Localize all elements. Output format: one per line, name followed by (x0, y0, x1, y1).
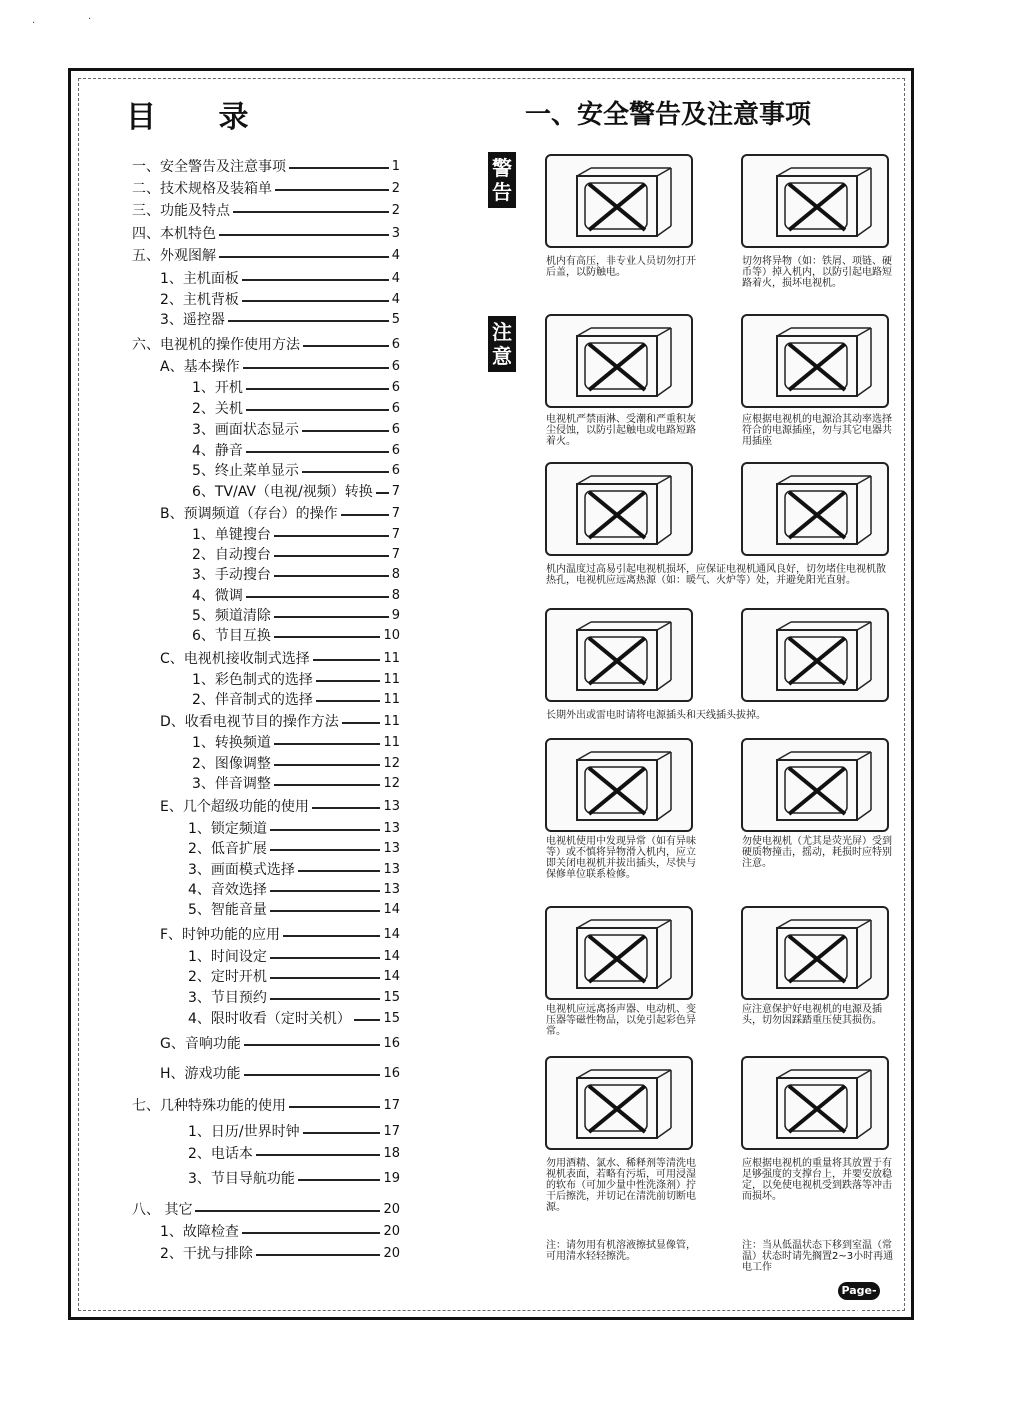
toc-entry (188, 881, 400, 899)
toc-leader-line (246, 388, 389, 390)
toc-leader-line (242, 279, 389, 281)
drawing-stroke (657, 1128, 671, 1138)
drawing-stroke (857, 752, 871, 760)
tv-cross-drawing (547, 908, 691, 998)
toc-entry-label: 1、故障检查 (160, 1224, 239, 1240)
toc-entry-label: 三、功能及特点 (132, 203, 230, 219)
drawing-stroke (857, 920, 871, 928)
toc-entry (192, 691, 400, 709)
toc-entry-label: 3、画面模式选择 (188, 862, 295, 878)
toc-entry-label: 2、低音扩展 (188, 841, 267, 857)
tv-cross-drawing (743, 908, 887, 998)
toc-leader-line (303, 1132, 381, 1134)
tv-illustration-12 (741, 906, 889, 1000)
toc-leader-line (274, 743, 381, 745)
drawing-stroke (777, 1070, 791, 1078)
toc-entry-label: 1、日历/世界时钟 (188, 1124, 300, 1140)
tv-illustration-2 (741, 154, 889, 248)
toc-entry-label: 3、遥控器 (160, 312, 225, 328)
drawing-stroke (657, 680, 671, 690)
toc-entry (160, 798, 400, 816)
toc-leader-line (256, 1154, 381, 1156)
tv-illustration-8 (741, 608, 889, 702)
caution-tag: 注意 (488, 316, 516, 372)
page-number-badge: Page-1 (838, 1282, 880, 1300)
caption-power-cord: 应注意保护好电视机的电源及插头，切勿因踩踏重压使其损伤。 (742, 1004, 882, 1026)
toc-entry-page: 14 (383, 927, 400, 942)
toc-entry (132, 1201, 400, 1219)
toc-entry (188, 1010, 400, 1028)
toc-entry-label: 6、TV/AV（电视/视频）转换 (192, 484, 373, 500)
toc-entry (192, 400, 400, 418)
toc-entry (188, 948, 400, 966)
toc-leader-line (274, 764, 381, 766)
toc-entry-page: 20 (383, 1246, 400, 1261)
toc-entry (192, 483, 400, 501)
tv-illustration-6 (741, 462, 889, 556)
drawing-stroke (577, 920, 591, 928)
toc-entry-page: 15 (383, 1011, 400, 1026)
drawing-stroke (657, 386, 671, 396)
toc-entry (188, 1145, 400, 1163)
toc-leader-line (342, 722, 381, 724)
drawing-stroke (657, 1070, 671, 1078)
caption-impact: 勿使电视机（尤其是荧光屏）受到硬质物撞击，摇动，耗损时应特别注意。 (742, 836, 892, 869)
drawing-stroke (777, 328, 791, 336)
drawing-stroke (777, 920, 791, 928)
toc-entry-page: 8 (391, 567, 400, 582)
toc-entry (188, 968, 400, 986)
toc-entry (192, 526, 400, 544)
toc-entry-label: 1、单键搜台 (192, 527, 271, 543)
toc-entry-page: 2 (391, 181, 400, 196)
toc-leader-line (341, 514, 389, 516)
toc-entry-label: G、音响功能 (160, 1036, 241, 1052)
toc-entry (160, 1223, 400, 1241)
toc-entry-label: 1、开机 (192, 380, 243, 396)
toc-entry-page: 6 (391, 422, 400, 437)
toc-entry-page: 7 (391, 506, 400, 521)
toc-entry-label: D、收看电视节目的操作方法 (160, 714, 339, 730)
toc-entry-label: 八、 其它 (132, 1202, 193, 1218)
drawing-stroke (657, 534, 671, 544)
toc-leader-line (275, 189, 389, 191)
tv-illustration-7 (545, 608, 693, 702)
toc-entry-label: 七、几种特殊功能的使用 (132, 1098, 286, 1114)
toc-entry-page: 14 (383, 949, 400, 964)
tv-illustration-4 (741, 314, 889, 408)
toc-leader-line (303, 345, 389, 347)
toc-entry (192, 546, 400, 564)
toc-entry (188, 820, 400, 838)
toc-entry-page: 20 (383, 1202, 400, 1217)
caption-placement: 应根据电视机的重量将其放置于有足够强度的支撑台上，并要安放稳定，以免使电视机受到跌落等冲击而损坏。 (742, 1158, 892, 1202)
toc-entry-page: 9 (391, 608, 400, 623)
toc-entry-page: 12 (383, 756, 400, 771)
toc-entry-label: 5、智能音量 (188, 902, 267, 918)
toc-entry-page: 7 (391, 527, 400, 542)
toc-entry-page: 16 (383, 1036, 400, 1051)
toc-entry (132, 225, 400, 243)
warning-tag: 警告 (488, 152, 516, 208)
toc-entry (188, 989, 400, 1007)
toc-entry-page: 13 (383, 821, 400, 836)
drawing-stroke (857, 328, 871, 336)
toc-entry (132, 180, 400, 198)
toc-leader-line (312, 807, 381, 809)
drawing-stroke (577, 1070, 591, 1078)
toc-entry-page: 14 (383, 902, 400, 917)
toc-entry-label: 1、转换频道 (192, 735, 271, 751)
tv-cross-drawing (547, 156, 691, 246)
caption-foreign-objects: 切勿将异物（如：铁屑、项链、硬币等）掉入机内，以防引起电路短路着火，损坏电视机。 (742, 256, 892, 289)
toc-leader-line (270, 998, 381, 1000)
toc-entry-label: 2、图像调整 (192, 756, 271, 772)
toc-leader-line (270, 849, 381, 851)
toc-entry-label: 五、外观图解 (132, 248, 216, 264)
toc-entry-page: 10 (383, 628, 400, 643)
toc-entry-label: 3、画面状态显示 (192, 422, 299, 438)
drawing-stroke (577, 622, 591, 630)
drawing-stroke (857, 622, 871, 630)
toc-entry (132, 336, 400, 354)
toc-entry-label: C、电视机接收制式选择 (160, 651, 310, 667)
toc-leader-line (274, 636, 381, 638)
drawing-stroke (577, 752, 591, 760)
drawing-stroke (857, 168, 871, 176)
toc-leader-line (274, 575, 389, 577)
toc-entry (160, 291, 400, 309)
toc-entry-page: 11 (383, 714, 400, 729)
toc-entry-page: 4 (391, 248, 400, 263)
drawing-stroke (657, 168, 671, 176)
drawing-stroke (857, 810, 871, 820)
toc-leader-line (270, 977, 381, 979)
toc-entry (192, 734, 400, 752)
drawing-stroke (857, 226, 871, 236)
toc-entry-label: E、几个超级功能的使用 (160, 799, 309, 815)
toc-entry-label: F、时钟功能的应用 (160, 927, 281, 943)
section-title: 一、安全警告及注意事项 (525, 100, 812, 130)
drawing-stroke (577, 168, 591, 176)
toc-entry (192, 462, 400, 480)
toc-entry-label: 4、静音 (192, 443, 243, 459)
toc-entry (192, 627, 400, 645)
drawing-stroke (857, 386, 871, 396)
toc-entry-page: 11 (383, 735, 400, 750)
toc-entry (160, 650, 400, 668)
toc-entry (160, 1065, 400, 1083)
toc-entry-label: 4、音效选择 (188, 882, 267, 898)
toc-entry-label: 3、节目导航功能 (188, 1171, 295, 1187)
tv-cross-drawing (547, 464, 691, 554)
drawing-stroke (657, 476, 671, 484)
toc-leader-line (243, 367, 389, 369)
toc-entry (160, 1245, 400, 1263)
drawing-stroke (657, 752, 671, 760)
toc-entry-page: 11 (383, 651, 400, 666)
toc-entry (192, 442, 400, 460)
drawing-stroke (657, 328, 671, 336)
tv-cross-drawing (743, 740, 887, 830)
toc-entry-label: 6、节目互换 (192, 628, 271, 644)
toc-leader-line (195, 1210, 380, 1212)
toc-entry-label: 2、自动搜台 (192, 547, 271, 563)
toc-entry-page: 19 (383, 1171, 400, 1186)
drawing-stroke (777, 622, 791, 630)
drawing-stroke (777, 752, 791, 760)
toc-entry (188, 901, 400, 919)
note-temperature: 注：当从低温状态下移到室温（常温）状态时请先搁置2~3小时再通电工作 (742, 1240, 894, 1273)
caption-power-socket: 应根据电视机的电源洽其动率选择符合的电源插座，勿与其它电器共用插座 (742, 414, 892, 447)
toc-entry-label: 1、主机面板 (160, 271, 239, 287)
toc-entry-label: 1、彩色制式的选择 (192, 672, 313, 688)
toc-entry-page: 15 (383, 990, 400, 1005)
drawing-stroke (657, 920, 671, 928)
toc-title: 目 录 (126, 100, 275, 135)
toc-leader-line (270, 829, 381, 831)
toc-leader-line (246, 409, 389, 411)
caption-rain-moisture: 电视机严禁雨淋、受潮和严重积灰尘侵蚀，以防引起触电或电路短路着火。 (546, 414, 696, 447)
toc-entry-page: 11 (383, 692, 400, 707)
toc-entry-label: B、预调频道（存台）的操作 (160, 506, 338, 522)
toc-entry-page: 6 (391, 359, 400, 374)
tv-illustration-5 (545, 462, 693, 556)
toc-entry-page: 18 (383, 1146, 400, 1161)
toc-leader-line (246, 451, 389, 453)
toc-entry (192, 755, 400, 773)
drawing-stroke (657, 978, 671, 988)
toc-entry-label: 4、限时收看（定时关机） (188, 1011, 351, 1027)
toc-entry-label: 二、技术规格及装箱单 (132, 181, 272, 197)
caption-magnetic: 电视机应远离扬声器、电动机、变压器等磁性物品，以免引起彩色异常。 (546, 1004, 696, 1037)
toc-leader-line (298, 870, 381, 872)
toc-entry (160, 1035, 400, 1053)
toc-entry-label: 2、电话本 (188, 1146, 253, 1162)
toc-entry-page: 17 (383, 1098, 400, 1113)
toc-entry (160, 926, 400, 944)
drawing-stroke (777, 476, 791, 484)
tv-cross-drawing (743, 610, 887, 700)
toc-entry-label: 1、锁定频道 (188, 821, 267, 837)
toc-entry (192, 379, 400, 397)
toc-entry-page: 2 (391, 203, 400, 218)
tv-illustration-3 (545, 314, 693, 408)
toc-entry-page: 4 (391, 271, 400, 286)
toc-leader-line (302, 430, 389, 432)
toc-leader-line (316, 700, 381, 702)
toc-leader-line (289, 167, 389, 169)
toc-entry-page: 6 (391, 337, 400, 352)
toc-entry (192, 566, 400, 584)
toc-entry-page: 6 (391, 380, 400, 395)
toc-entry (188, 1123, 400, 1141)
toc-entry-page: 5 (391, 312, 400, 327)
toc-entry-label: 四、本机特色 (132, 226, 216, 242)
toc-entry-label: 4、微调 (192, 588, 243, 604)
caption-abnormal: 电视机使用中发现异常（如有异味等）或不慎将异物滑入机内，应立即关闭电视机并拔出插头，尽快与保修单位联系检修。 (546, 836, 696, 880)
caption-high-voltage: 机内有高压，非专业人员切勿打开后盖，以防触电。 (546, 256, 696, 278)
toc-entry (132, 1097, 400, 1115)
drawing-stroke (857, 978, 871, 988)
toc-entry-page: 6 (391, 463, 400, 478)
note-screen-cleaning: 注：请勿用有机溶液擦拭显像管，可用清水轻轻擦洗。 (546, 1240, 696, 1262)
toc-leader-line (354, 1019, 381, 1021)
toc-entry-label: 3、伴音调整 (192, 776, 271, 792)
tv-illustration-9 (545, 738, 693, 832)
toc-leader-line (376, 492, 389, 494)
toc-leader-line (283, 935, 380, 937)
toc-leader-line (274, 535, 389, 537)
tv-cross-drawing (547, 610, 691, 700)
scan-speck: · (88, 14, 92, 25)
tv-illustration-10 (741, 738, 889, 832)
tv-cross-drawing (743, 316, 887, 406)
drawing-stroke (657, 810, 671, 820)
toc-entry-page: 13 (383, 799, 400, 814)
drawing-stroke (857, 1128, 871, 1138)
toc-entry-page: 11 (383, 672, 400, 687)
drawing-stroke (577, 476, 591, 484)
tv-cross-drawing (547, 740, 691, 830)
toc-entry (132, 158, 400, 176)
toc-entry-label: 六、电视机的操作使用方法 (132, 337, 300, 353)
tv-cross-drawing (547, 316, 691, 406)
toc-entry-page: 13 (383, 882, 400, 897)
toc-entry-label: 2、定时开机 (188, 969, 267, 985)
tv-illustration-13 (545, 1056, 693, 1150)
toc-entry-label: 2、干扰与排除 (160, 1246, 253, 1262)
drawing-stroke (857, 1070, 871, 1078)
toc-entry-page: 6 (391, 443, 400, 458)
toc-entry-label: 一、安全警告及注意事项 (132, 159, 286, 175)
toc-entry-label: 3、手动搜台 (192, 567, 271, 583)
toc-leader-line (274, 555, 389, 557)
toc-leader-line (274, 616, 389, 618)
toc-entry-page: 7 (391, 547, 400, 562)
toc-leader-line (313, 659, 381, 661)
tv-cross-drawing (743, 1058, 887, 1148)
toc-leader-line (219, 234, 389, 236)
toc-entry-page: 1 (391, 159, 400, 174)
toc-entry (188, 840, 400, 858)
caption-cleaning: 勿用酒精、氯水、稀释剂等清洗电视机表面，若略有污垢，可用浸湿的软布（可加少量中性洗涤剂）拧干后擦洗，并切记在清洗前切断电源。 (546, 1158, 696, 1213)
toc-leader-line (233, 211, 389, 213)
toc-leader-line (244, 1044, 381, 1046)
drawing-stroke (577, 328, 591, 336)
toc-entry-label: 2、伴音制式的选择 (192, 692, 313, 708)
toc-entry-page: 8 (391, 588, 400, 603)
toc-entry (188, 861, 400, 879)
toc-entry (188, 1170, 400, 1188)
drawing-stroke (857, 534, 871, 544)
toc-entry-label: 2、关机 (192, 401, 243, 417)
toc-entry (132, 247, 400, 265)
toc-leader-line (242, 300, 389, 302)
drawing-stroke (657, 226, 671, 236)
scan-speck: · (32, 18, 36, 29)
toc-entry-label: 2、主机背板 (160, 292, 239, 308)
toc-entry-page: 3 (391, 226, 400, 241)
toc-entry-page: 6 (391, 401, 400, 416)
tv-illustration-11 (545, 906, 693, 1000)
toc-leader-line (246, 596, 389, 598)
toc-entry-page: 17 (383, 1124, 400, 1139)
drawing-stroke (857, 476, 871, 484)
toc-entry-page: 7 (391, 484, 400, 499)
toc-entry (132, 202, 400, 220)
tv-illustration-1 (545, 154, 693, 248)
toc-entry (192, 607, 400, 625)
toc-entry-page: 13 (383, 841, 400, 856)
tv-illustration-14 (741, 1056, 889, 1150)
tv-cross-drawing (547, 1058, 691, 1148)
toc-entry-page: 13 (383, 862, 400, 877)
toc-leader-line (228, 320, 389, 322)
toc-entry-page: 16 (383, 1066, 400, 1081)
toc-entry (192, 671, 400, 689)
caption-unplug: 长期外出或雷电时请将电源插头和天线插头拔掉。 (546, 710, 766, 721)
toc-leader-line (256, 1254, 381, 1256)
toc-entry (192, 421, 400, 439)
toc-leader-line (244, 1074, 381, 1076)
toc-entry (160, 311, 400, 329)
toc-entry-label: A、基本操作 (160, 359, 240, 375)
caption-ventilation: 机内温度过高易引起电视机损坏，应保证电视机通风良好，切勿堵住电视机散热孔，电视机应远离热源（如：暖气、火炉等）处，并避免阳光直射。 (546, 564, 886, 586)
toc-entry-label: 3、节目预约 (188, 990, 267, 1006)
toc-leader-line (274, 784, 381, 786)
toc-entry-label: 1、时间设定 (188, 949, 267, 965)
toc-entry (192, 587, 400, 605)
toc-entry (160, 358, 400, 376)
drawing-stroke (857, 680, 871, 690)
drawing-stroke (657, 622, 671, 630)
toc-entry (160, 270, 400, 288)
toc-entry-label: 5、终止菜单显示 (192, 463, 299, 479)
drawing-stroke (777, 168, 791, 176)
toc-entry-page: 20 (383, 1224, 400, 1239)
toc-entry-page: 4 (391, 292, 400, 307)
toc-leader-line (270, 957, 381, 959)
toc-leader-line (242, 1232, 381, 1234)
toc-leader-line (289, 1106, 380, 1108)
toc-leader-line (219, 256, 389, 258)
toc-entry-label: H、游戏功能 (160, 1066, 241, 1082)
toc-entry (160, 713, 400, 731)
toc-leader-line (316, 680, 381, 682)
toc-leader-line (302, 471, 389, 473)
toc-entry-page: 14 (383, 969, 400, 984)
toc-leader-line (270, 910, 381, 912)
tv-cross-drawing (743, 156, 887, 246)
tv-cross-drawing (743, 464, 887, 554)
toc-entry (192, 775, 400, 793)
toc-entry-page: 12 (383, 776, 400, 791)
toc-entry-label: 5、频道清除 (192, 608, 271, 624)
toc-entry (160, 505, 400, 523)
toc-leader-line (270, 890, 381, 892)
toc-leader-line (298, 1179, 381, 1181)
